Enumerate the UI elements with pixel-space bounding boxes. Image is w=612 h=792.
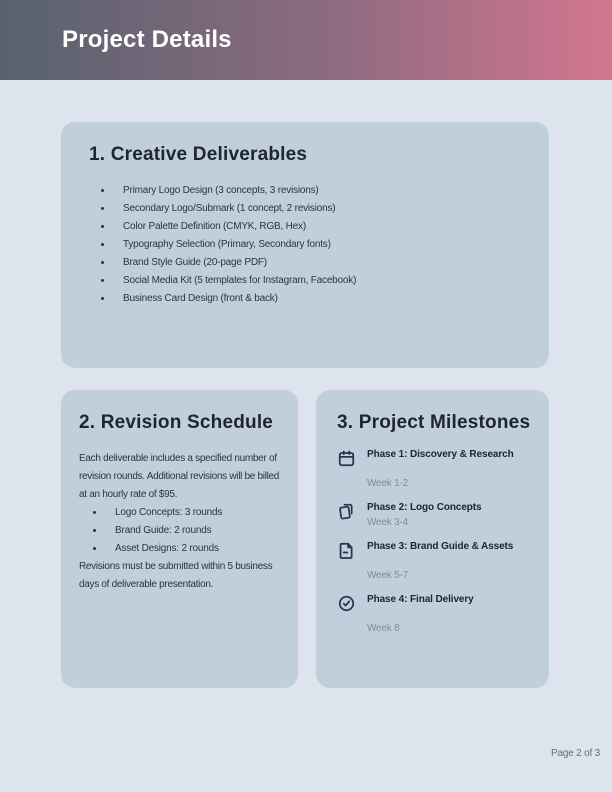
milestone-label: Phase 1: Discovery & Research <box>367 449 514 460</box>
milestone-text <box>367 540 513 582</box>
milestone-text <box>367 501 482 529</box>
document-icon <box>337 541 356 560</box>
list-item: • Social Media Kit (5 templates for Instagram, Facebook) <box>113 272 521 290</box>
creative-deliverables-title: 1. Creative Deliverables <box>89 144 308 165</box>
revision-schedule-title: 2. Revision Schedule <box>79 412 274 433</box>
milestone-weeks: Week 3-4 <box>367 517 409 528</box>
list-item: • Typography Selection (Primary, Secondary fonts) <box>113 236 521 254</box>
revision-rounds-list <box>79 504 280 558</box>
page-number: Page 2 of 3 <box>551 748 600 759</box>
page-header <box>0 0 612 80</box>
milestone-row <box>337 540 528 582</box>
milestone-row <box>337 593 528 635</box>
list-item: • Brand Guide: 2 rounds <box>105 522 280 540</box>
milestone-text <box>367 448 514 490</box>
milestone-weeks: Week 5-7 <box>367 570 409 581</box>
list-item: • Business Card Design (front & back) <box>113 290 521 308</box>
list-item: • Secondary Logo/Submark (1 concept, 2 revisions) <box>113 200 521 218</box>
milestone-text <box>367 593 474 635</box>
list-item: • Color Palette Definition (CMYK, RGB, Hex) <box>113 218 521 236</box>
pages-icon <box>337 502 356 521</box>
check-circle-icon <box>337 594 356 613</box>
revision-intro-text: Each deliverable includes a specified number of revision rounds. Additional revisions will be billed at an hourly rate of $95. <box>79 453 280 500</box>
revision-outro-text: Revisions must be submitted within 5 business days of deliverable presentation. <box>79 561 273 590</box>
deliverables-list <box>89 182 521 308</box>
milestone-row <box>337 501 528 529</box>
list-item: • Asset Designs: 2 rounds <box>105 540 280 558</box>
project-milestones-title: 3. Project Milestones <box>337 412 531 433</box>
page-title: Project Details <box>62 26 232 53</box>
milestone-label: Phase 3: Brand Guide & Assets <box>367 541 514 552</box>
creative-deliverables-card <box>61 122 549 368</box>
milestone-label: Phase 2: Logo Concepts <box>367 502 482 513</box>
milestone-row <box>337 448 528 490</box>
revision-schedule-card <box>61 390 298 688</box>
list-item: • Logo Concepts: 3 rounds <box>105 504 280 522</box>
milestone-weeks: Week 1-2 <box>367 478 409 489</box>
milestone-label: Phase 4: Final Delivery <box>367 594 474 605</box>
list-item: • Primary Logo Design (3 concepts, 3 revisions) <box>113 182 521 200</box>
calendar-icon <box>337 449 356 468</box>
list-item: • Brand Style Guide (20-page PDF) <box>113 254 521 272</box>
project-milestones-card <box>316 390 549 688</box>
milestone-weeks: Week 8 <box>367 623 400 634</box>
